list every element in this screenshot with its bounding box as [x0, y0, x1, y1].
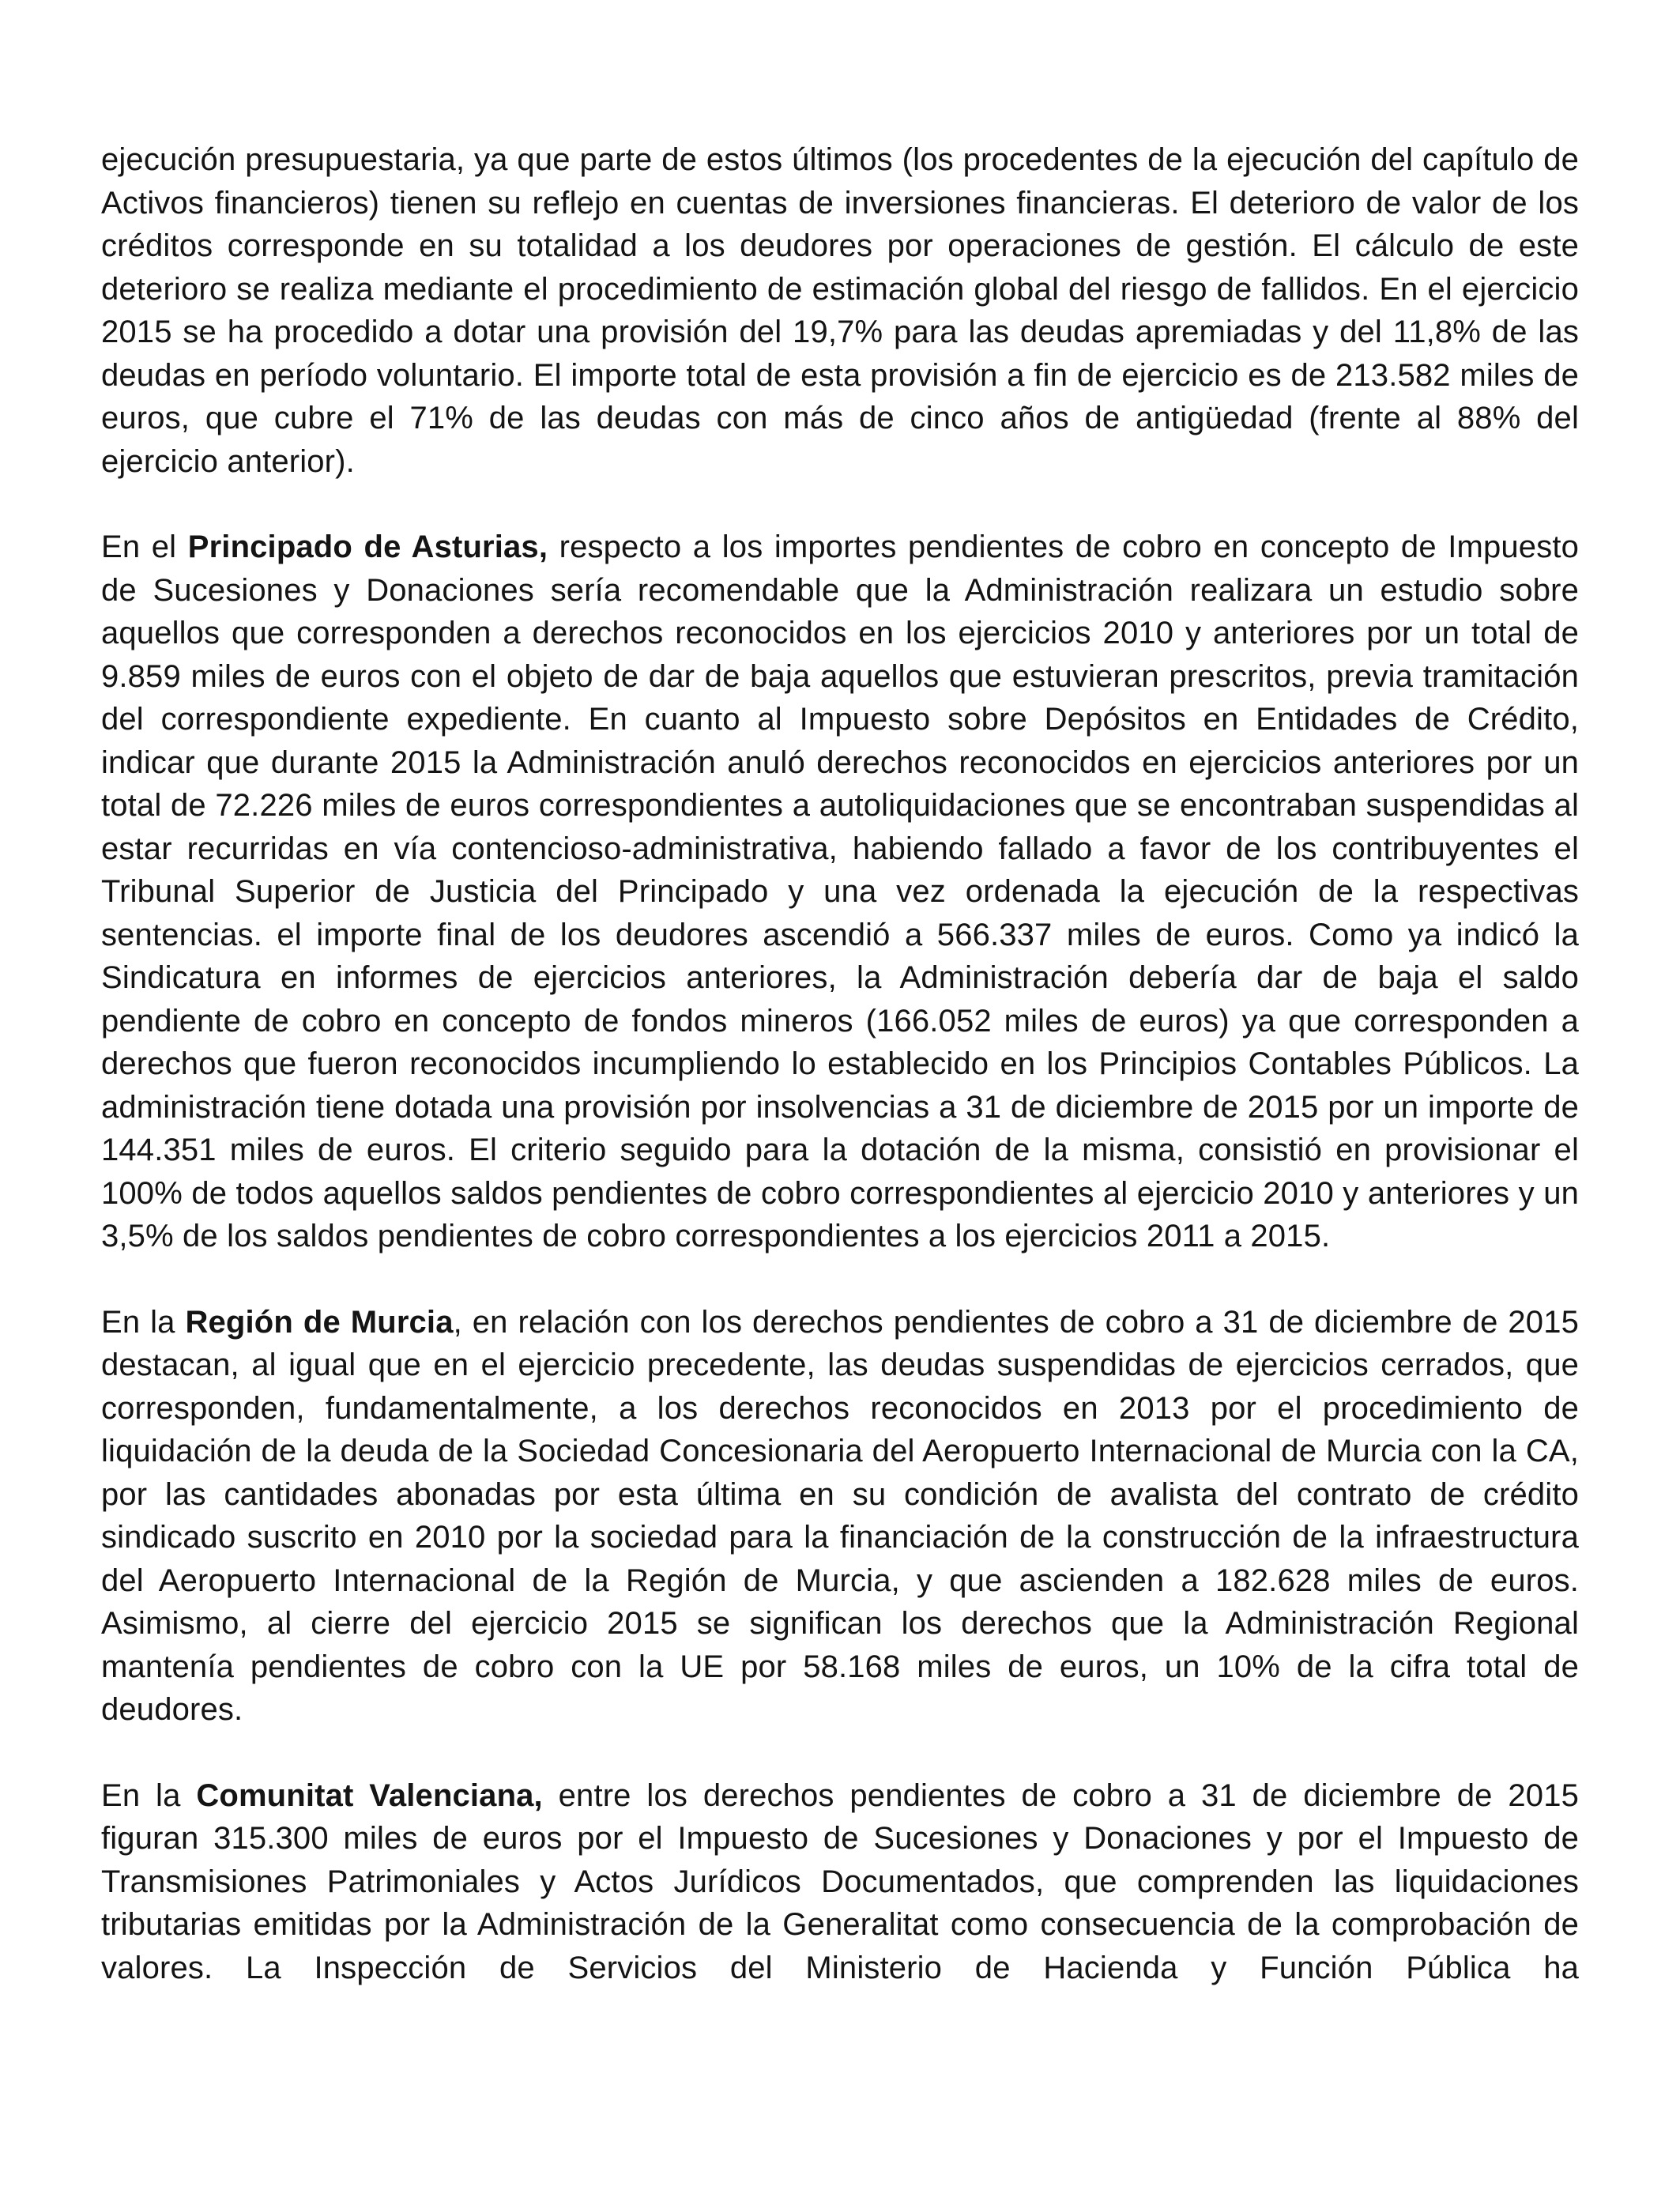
paragraph-deterioro	[101, 138, 1579, 483]
paragraph-valenciana	[101, 1774, 1579, 1990]
paragraph-text: ejecución presupuestaria, ya que parte de estos últimos (los procedentes de la ejecución del capítulo de Activos financieros) tienen su reflejo en cuentas de inversiones financieras. El deterioro de valor de los créditos corresponde en su totalidad a los deudores por operaciones de gestión. El cálculo de este deterioro se realiza mediante el procedimiento de estimación global del riesgo de fallidos. En el ejercicio 2015 se ha procedido a dotar una provisión del 19,7% para las deudas apremiadas y del 11,8% de las deudas en período voluntario. El importe total de esta provisión a fin de ejercicio es de 213.582 miles de euros, que cubre el 71% de las deudas con más de cinco años de antigüedad (frente al 88% del ejercicio anterior).	[101, 142, 1579, 479]
paragraph-text: En el	[101, 530, 188, 564]
paragraph-text: En la	[101, 1304, 186, 1340]
document-page	[101, 138, 1579, 2032]
paragraph-text-continued: entre los derechos pendientes de cobro a 31 de diciembre de 2015 figuran 315.300 miles de euros por el Impuesto de Sucesiones y Donaciones y por el Impuesto de Transmisiones Patrimoniales y Actos Jurídicos Documentados, que comprenden las liquidaciones tributarias emitidas por la Administración de la Generalitat como consecuencia de la comprobación de valores. La Inspección de Servicios del Ministerio de Hacienda y Función Pública ha	[101, 1777, 1579, 1985]
paragraph-bold-region: Principado de Asturias,	[187, 530, 548, 564]
paragraph-murcia	[101, 1301, 1579, 1732]
paragraph-bold-region: Comunitat Valenciana,	[196, 1777, 543, 1813]
paragraph-bold-region: Región de Murcia	[185, 1304, 454, 1340]
paragraph-text-continued: respecto a los importes pendientes de cobro en concepto de Impuesto de Sucesiones y Donaciones sería recomendable que la Administración realizara un estudio sobre aquellos que corresponden a derechos reconocidos en los ejercicios 2010 y anteriores por un total de 9.859 miles de euros con el objeto de dar de baja aquellos que estuvieran prescritos, previa tramitación del correspondiente expediente. En cuanto al Impuesto sobre Depósitos en Entidades de Crédito, indicar que durante 2015 la Administración anuló derechos reconocidos en ejercicios anteriores por un total de 72.226 miles de euros correspondientes a autoliquidaciones que se encontraban suspendidas al estar recurridas en vía contencioso-administrativa, habiendo fallado a favor de los contribuyentes el Tribunal Superior de Justicia del Principado y una vez ordenada la ejecución de la respectivas sentencias. el importe final de los deudores ascendió a 566.337 miles de euros. Como ya indicó la Sindicatura en informes de ejercicios anteriores, la Administración debería dar de baja el saldo pendiente de cobro en concepto de fondos mineros (166.052 miles de euros) ya que corresponden a derechos que fueron reconocidos incumpliendo lo establecido en los Principios Contables Públicos. La administración tiene dotada una provisión por insolvencias a 31 de diciembre de 2015 por un importe de 144.351 miles de euros. El criterio seguido para la dotación de la misma, consistió en provisionar el 100% de todos aquellos saldos pendientes de cobro correspondientes al ejercicio 2010 y anteriores y un 3,5% de los saldos pendientes de cobro correspondientes a los ejercicios 2011 a 2015.	[101, 530, 1579, 1253]
paragraph-text-continued: , en relación con los derechos pendientes de cobro a 31 de diciembre de 2015 destacan, al igual que en el ejercicio precedente, las deudas suspendidas de ejercicios cerrados, que corresponden, fundamentalmente, a los derechos reconocidos en 2013 por el procedimiento de liquidación de la deuda de la Sociedad Concesionaria del Aeropuerto Internacional de Murcia con la CA, por las cantidades abonadas por esta última en su condición de avalista del contrato de crédito sindicado suscrito en 2010 por la sociedad para la financiación de la construcción de la infraestructura del Aeropuerto Internacional de la Región de Murcia, y que ascienden a 182.628 miles de euros. Asimismo, al cierre del ejercicio 2015 se significan los derechos que la Administración Regional mantenía pendientes de cobro con la UE por 58.168 miles de euros, un 10% de la cifra total de deudores.	[101, 1304, 1579, 1727]
paragraph-text: En la	[101, 1777, 197, 1813]
paragraph-asturias	[101, 526, 1579, 1258]
